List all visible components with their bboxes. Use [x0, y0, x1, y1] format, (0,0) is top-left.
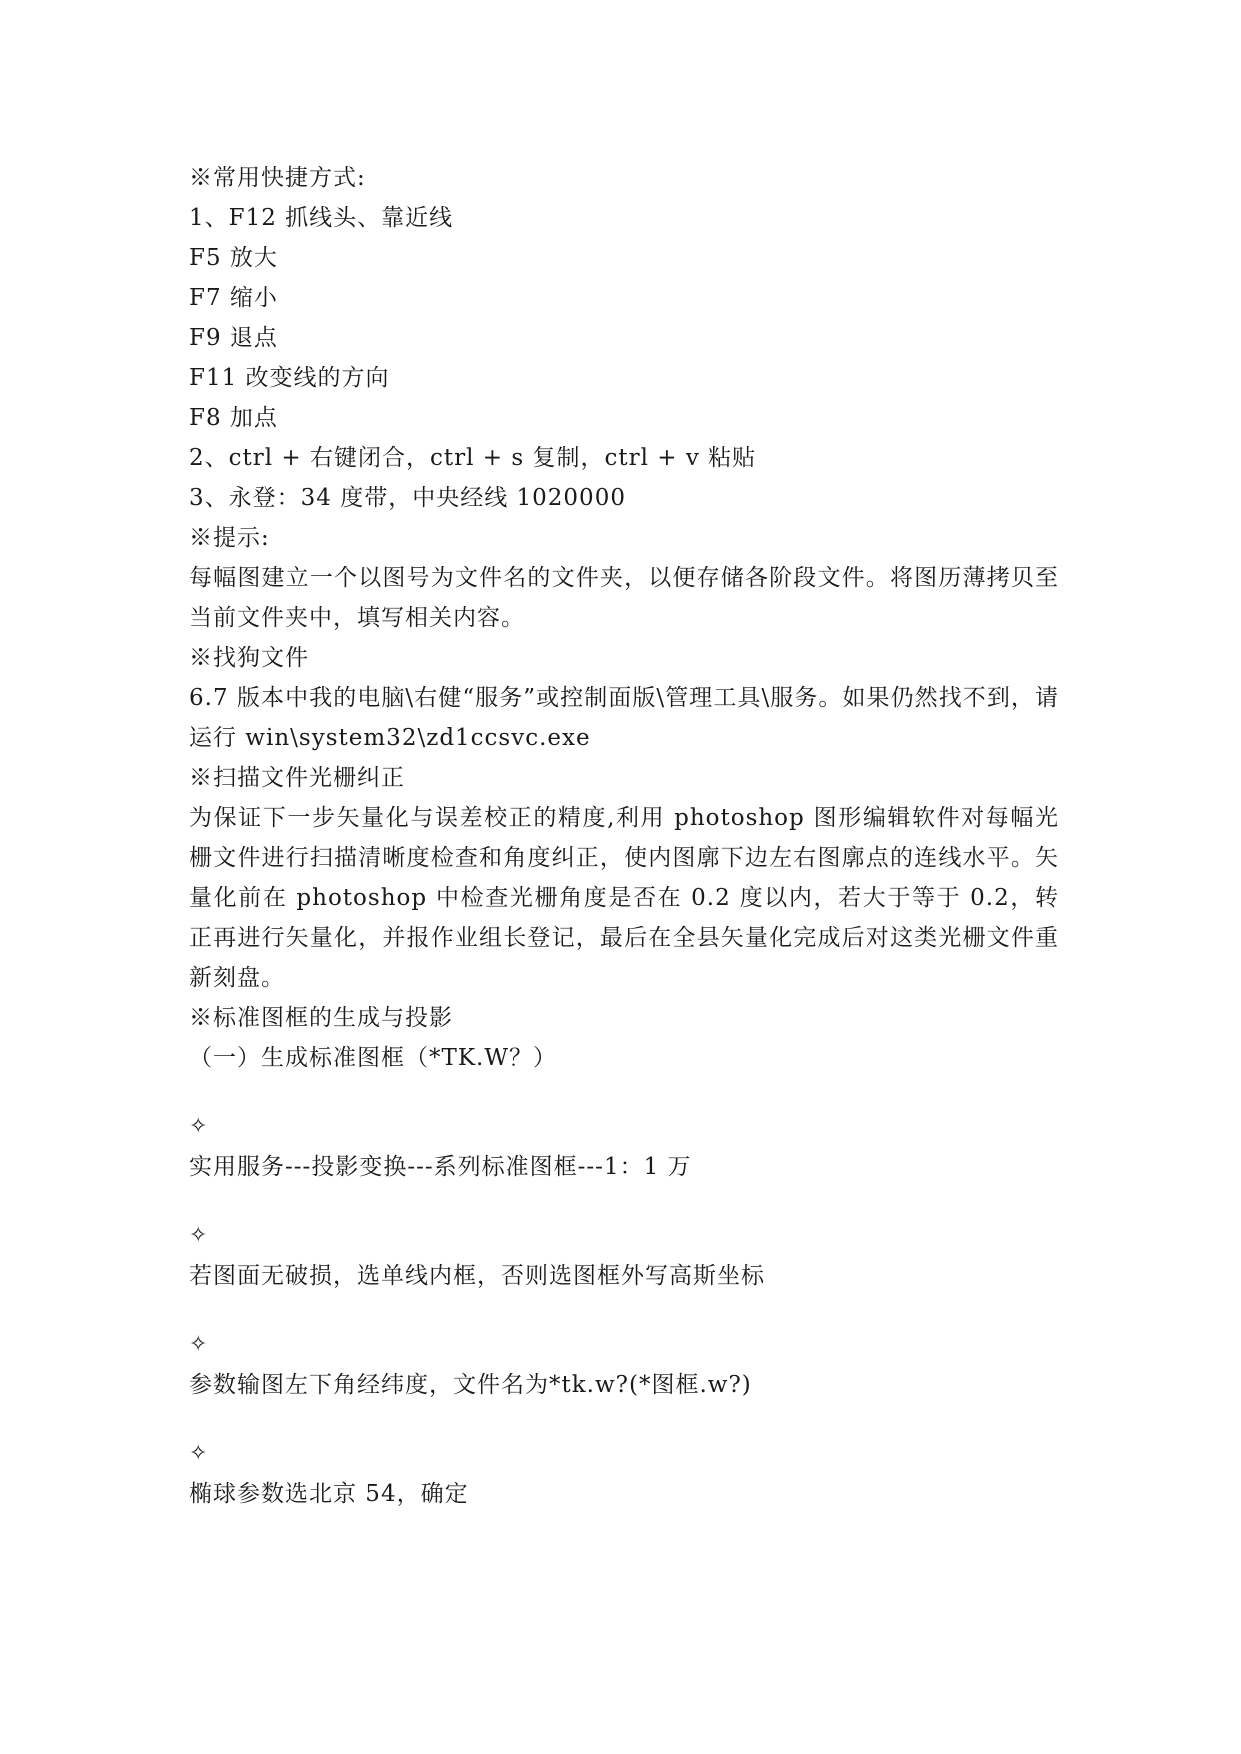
diamond-bullet-icon: ✧: [189, 1332, 209, 1357]
spacer: [189, 1187, 1059, 1216]
scan-correction-paragraph: 为保证下一步矢量化与误差校正的精度,利用 photoshop 图形编辑软件对每幅光栅文件进行扫描清晰度检查和角度纠正，使内图廓下边左右图廓点的连线水平。矢量化前在 photoshop 中检查光栅角度是否在 0.2 度以内，若大于等于 0.2，转正再进行矢量化，并报作业组长登记，最后在全县矢量化完成后对这类光栅文件重新刻盘。: [189, 805, 1059, 991]
dog-file-heading: ※找狗文件: [189, 645, 309, 671]
scan-correction-heading: ※扫描文件光栅纠正: [189, 765, 405, 791]
shortcut-item: F7 缩小: [189, 285, 278, 311]
spacer: [189, 1078, 1059, 1107]
frame-step: 若图面无破损，选单线内框，否则选图框外写高斯坐标: [189, 1263, 765, 1289]
diamond-bullet-icon: ✧: [189, 1223, 209, 1248]
frame-step: 椭球参数选北京 54，确定: [189, 1481, 469, 1507]
diamond-bullet-icon: ✧: [189, 1114, 209, 1139]
tips-paragraph: 每幅图建立一个以图号为文件名的文件夹，以便存储各阶段文件。将图历薄拷贝至当前文件夹中，填写相关内容。: [189, 565, 1059, 631]
diamond-bullet-icon: ✧: [189, 1441, 209, 1466]
shortcut-item: 1、F12 抓线头、靠近线: [189, 205, 454, 231]
dog-file-paragraph: 6.7 版本中我的电脑\右健“服务”或控制面版\管理工具\服务。如果仍然找不到，请运行 win\system32\zd1ccsvc.exe: [189, 685, 1059, 751]
shortcut-item: 2、ctrl + 右键闭合，ctrl + s 复制，ctrl + v 粘贴: [189, 445, 757, 471]
tips-heading: ※提示:: [189, 525, 270, 551]
frame-step: 实用服务---投影变换---系列标准图框---1：1 万: [189, 1154, 692, 1180]
shortcut-item: F8 加点: [189, 405, 278, 431]
frame-subheading: （一）生成标准图框（*TK.W？）: [189, 1045, 557, 1071]
shortcut-item: 3、永登：34 度带，中央经线 1020000: [189, 485, 626, 511]
shortcut-item: F5 放大: [189, 245, 278, 271]
shortcut-item: F9 退点: [189, 325, 278, 351]
shortcuts-heading: ※常用快捷方式:: [189, 165, 366, 191]
frame-step: 参数输图左下角经纬度，文件名为*tk.w?(*图框.w?): [189, 1372, 752, 1398]
document-body: [189, 158, 1059, 1514]
shortcut-item: F11 改变线的方向: [189, 365, 390, 391]
frame-heading: ※标准图框的生成与投影: [189, 1005, 453, 1031]
spacer: [189, 1296, 1059, 1325]
spacer: [189, 1405, 1059, 1434]
